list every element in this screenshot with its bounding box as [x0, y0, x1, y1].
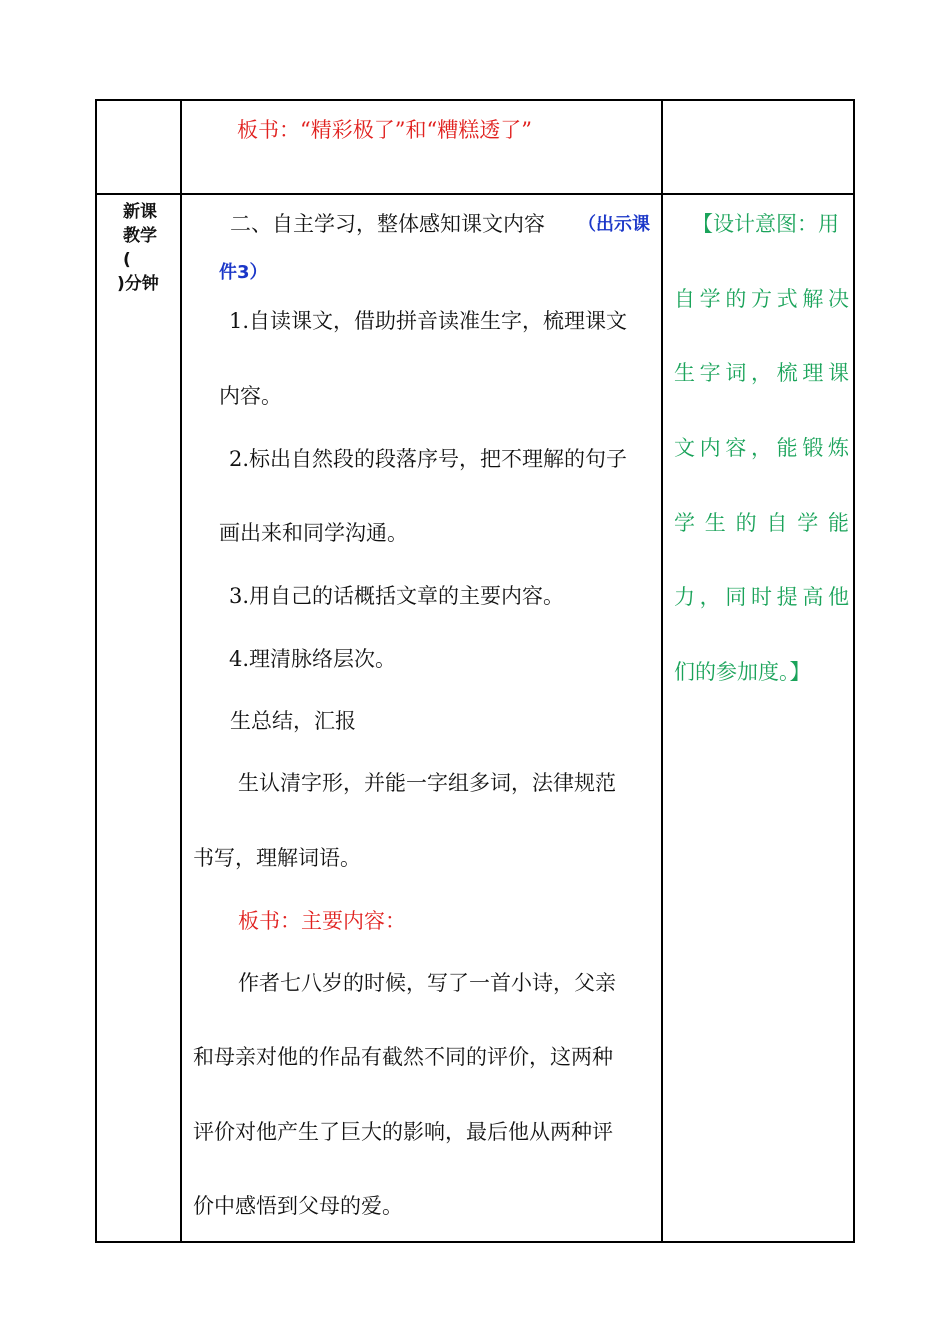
content-line-3: 评价对他产生了巨大的影响，最后他从两种评 — [193, 1120, 613, 1144]
design-intent-line-7: 们的参加度。】 — [674, 660, 811, 684]
section-label-line-3: ( — [123, 250, 131, 270]
board-heading: 板书：“精彩极了”和“糟糕透了” — [237, 118, 532, 142]
content-line-2: 和母亲对他的作品有截然不同的评价，这两种 — [193, 1045, 613, 1069]
step-1-line-2: 内容。 — [219, 384, 282, 408]
section-label-line-4: )分钟 — [117, 274, 159, 294]
step-2-line-2: 画出来和同学沟通。 — [219, 521, 408, 545]
design-intent-line-6: 力，同时提高他 — [674, 585, 849, 609]
design-intent-line-1: 【设计意图：用 — [692, 212, 839, 236]
summary-text: 生总结，汇报 — [230, 709, 356, 733]
step-2-line-1: 2.标出自然段的段落序号，把不理解的句子 — [229, 447, 628, 471]
recognize-line-2: 书写，理解词语。 — [193, 846, 361, 870]
design-intent-line-3: 生字词，梳理课 — [674, 361, 849, 385]
table-col-divider-2 — [661, 99, 663, 1243]
design-intent-line-5: 学生的自学能 — [674, 511, 849, 535]
design-intent-line-2: 自学的方式解决 — [674, 287, 849, 311]
section-label-line-2: 教学 — [123, 226, 157, 246]
table-col-divider-1 — [180, 99, 182, 1243]
table-border-top — [95, 99, 855, 101]
table-row-divider — [95, 193, 855, 195]
table-border-bottom — [95, 1241, 855, 1243]
courseware-note-part-2: 件3） — [219, 262, 268, 283]
content-line-1: 作者七八岁的时候，写了一首小诗，父亲 — [238, 971, 616, 995]
step-4: 4.理清脉络层次。 — [229, 647, 397, 671]
board-main-heading: 板书：主要内容： — [238, 909, 406, 933]
step-1-line-1: 1.自读课文，借助拼音读准生字，梳理课文 — [229, 309, 628, 333]
design-intent-line-4: 文内容，能锻炼 — [674, 436, 849, 460]
courseware-note-part-1: （出示课 — [578, 214, 650, 235]
step-3: 3.用自己的话概括文章的主要内容。 — [229, 584, 565, 608]
section-title: 二、自主学习，整体感知课文内容 — [230, 212, 545, 236]
content-line-4: 价中感悟到父母的爱。 — [193, 1194, 403, 1218]
section-label-line-1: 新课 — [123, 202, 157, 222]
table-border-right — [853, 99, 855, 1243]
table-border-left — [95, 99, 97, 1243]
recognize-line-1: 生认清字形，并能一字组多词，法律规范 — [238, 771, 616, 795]
